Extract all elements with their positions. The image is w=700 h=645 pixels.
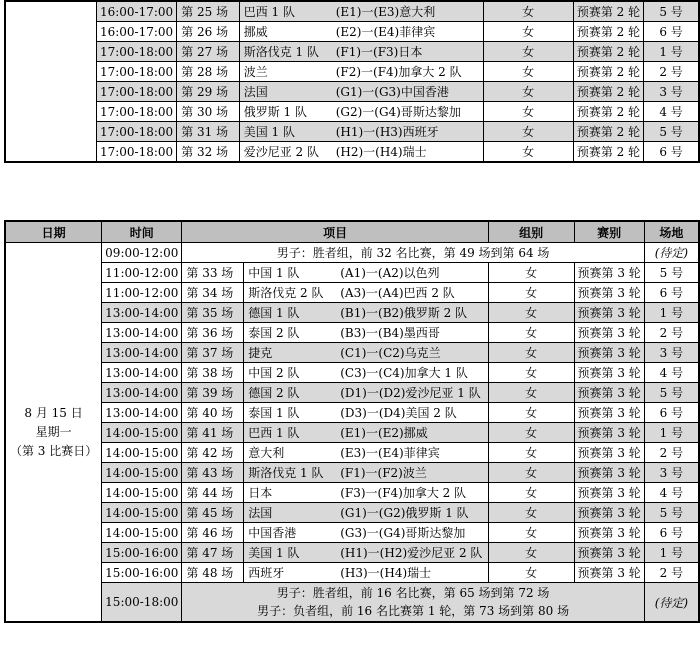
team-name: 波兰	[243, 65, 268, 79]
gender-cell: 女	[488, 443, 574, 463]
gender-cell: 女	[488, 423, 574, 443]
team-name: 西班牙	[248, 566, 285, 580]
gender-cell: 女	[483, 42, 573, 62]
table-row	[5, 102, 699, 122]
venue-cell: 2 号	[644, 443, 699, 463]
pairing-text: (C3)一(C4)加拿大 1 队	[340, 366, 468, 380]
stage-cell: 预赛第 2 轮	[573, 62, 643, 82]
table-row	[5, 443, 699, 463]
team-name: 日本	[248, 486, 273, 500]
time-cell: 13:00-14:00	[102, 323, 182, 343]
pairing-text: (A1)一(A2)以色列	[340, 266, 440, 280]
pairing-text: (E1)一(E2)挪威	[340, 426, 428, 440]
time-cell: 11:00-12:00	[102, 263, 182, 283]
team-name: 斯洛伐克 1 队	[248, 466, 324, 480]
team-name: 意大利	[248, 446, 285, 460]
table-row	[5, 423, 699, 443]
header-group: 组别	[488, 221, 574, 243]
stage-cell: 预赛第 2 轮	[573, 22, 643, 42]
gender-cell: 女	[488, 383, 574, 403]
pairing-text: (D3)一(D4)美国 2 队	[340, 406, 457, 420]
team-name: 法国	[248, 506, 273, 520]
matchup-cell	[239, 142, 483, 163]
table-row	[5, 323, 699, 343]
stage-cell: 预赛第 2 轮	[573, 142, 643, 163]
time-cell: 16:00-17:00	[96, 1, 176, 22]
matchup-cell	[244, 383, 489, 403]
gender-cell: 女	[483, 122, 573, 142]
matchup-cell	[244, 443, 489, 463]
match-number-cell: 第 44 场	[182, 483, 244, 503]
match-number-cell: 第 46 场	[182, 523, 244, 543]
venue-cell: 2 号	[644, 323, 699, 343]
match-number-cell: 第 26 场	[177, 22, 240, 42]
stage-cell: 预赛第 3 轮	[574, 483, 644, 503]
venue-cell: 6 号	[644, 142, 699, 163]
gender-cell: 女	[488, 303, 574, 323]
match-number-cell: 第 33 场	[182, 263, 244, 283]
team-name: 泰国 1 队	[248, 406, 300, 420]
time-cell: 13:00-14:00	[102, 303, 182, 323]
pairing-text: (F1)一(F2)波兰	[340, 466, 427, 480]
gender-cell: 女	[483, 82, 573, 102]
team-name: 美国 1 队	[248, 546, 300, 560]
time-cell: 17:00-18:00	[96, 42, 176, 62]
gender-cell: 女	[483, 1, 573, 22]
venue-cell: 3 号	[644, 343, 699, 363]
table-row	[5, 263, 699, 283]
stage-cell: 预赛第 3 轮	[574, 383, 644, 403]
matchup-cell	[244, 363, 489, 383]
note-line: 男子：负者组，前 16 名比赛第 1 轮，第 73 场到第 80 场	[257, 604, 570, 618]
match-number-cell: 第 34 场	[182, 283, 244, 303]
time-cell: 14:00-15:00	[102, 483, 182, 503]
venue-cell: 5 号	[644, 1, 699, 22]
table-row	[5, 583, 699, 623]
team-name: 中国 1 队	[248, 266, 300, 280]
table-row	[5, 303, 699, 323]
team-name: 爱沙尼亚 2 队	[243, 145, 319, 159]
time-cell: 17:00-18:00	[96, 82, 176, 102]
gender-cell: 女	[488, 523, 574, 543]
venue-cell: 5 号	[644, 503, 699, 523]
team-name: 巴西 1 队	[248, 426, 300, 440]
schedule-table-continued	[4, 0, 700, 163]
team-name: 德国 2 队	[248, 386, 300, 400]
team-name: 中国香港	[248, 526, 297, 540]
matchup-cell	[244, 263, 489, 283]
header-date: 日期	[5, 221, 102, 243]
gender-cell: 女	[483, 142, 573, 163]
note-line: 男子：胜者组，前 16 名比赛，第 65 场到第 72 场	[276, 586, 550, 600]
team-name: 德国 1 队	[248, 306, 300, 320]
team-name: 巴西 1 队	[243, 5, 295, 19]
table-row	[5, 283, 699, 303]
matchup-cell	[244, 483, 489, 503]
venue-cell: 1 号	[644, 42, 699, 62]
stage-cell: 预赛第 3 轮	[574, 523, 644, 543]
pairing-text: (H1)一(H3)西班牙	[335, 125, 439, 139]
stage-cell: 预赛第 3 轮	[574, 543, 644, 563]
venue-cell: 6 号	[644, 283, 699, 303]
time-cell: 14:00-15:00	[102, 463, 182, 483]
matchup-cell	[239, 22, 483, 42]
venue-cell: (待定)	[644, 583, 699, 623]
match-number-cell: 第 39 场	[182, 383, 244, 403]
schedule-table-day3	[4, 220, 700, 623]
match-number-cell: 第 31 场	[177, 122, 240, 142]
match-number-cell: 第 41 场	[182, 423, 244, 443]
matchup-cell	[244, 323, 489, 343]
pairing-text: (C1)一(C2)乌克兰	[340, 346, 441, 360]
venue-cell: 6 号	[644, 523, 699, 543]
gender-cell: 女	[488, 563, 574, 583]
time-cell: 17:00-18:00	[96, 122, 176, 142]
stage-cell: 预赛第 3 轮	[574, 443, 644, 463]
time-cell: 16:00-17:00	[96, 22, 176, 42]
matchup-cell	[239, 82, 483, 102]
gender-cell: 女	[488, 283, 574, 303]
stage-cell: 预赛第 3 轮	[574, 303, 644, 323]
time-cell: 14:00-15:00	[102, 423, 182, 443]
match-number-cell: 第 38 场	[182, 363, 244, 383]
gender-cell: 女	[483, 22, 573, 42]
stage-cell: 预赛第 3 轮	[574, 363, 644, 383]
venue-cell: 6 号	[644, 22, 699, 42]
table-row	[5, 543, 699, 563]
table-row	[5, 122, 699, 142]
stage-cell: 预赛第 2 轮	[573, 1, 643, 22]
time-cell: 11:00-12:00	[102, 283, 182, 303]
stage-cell: 预赛第 3 轮	[574, 403, 644, 423]
time-cell: 14:00-15:00	[102, 523, 182, 543]
team-name: 美国 1 队	[243, 125, 295, 139]
header-stage: 赛别	[574, 221, 644, 243]
matchup-cell	[239, 102, 483, 122]
table-row	[5, 142, 699, 163]
matchup-cell	[244, 563, 489, 583]
table-row	[5, 42, 699, 62]
pairing-text: (F1)一(F3)日本	[335, 45, 423, 59]
gender-cell: 女	[483, 62, 573, 82]
time-cell: 17:00-18:00	[96, 62, 176, 82]
match-number-cell: 第 27 场	[177, 42, 240, 62]
venue-cell: 1 号	[644, 423, 699, 443]
pairing-text: (E1)一(E3)意大利	[335, 5, 436, 19]
note-cell: 男子：胜者组，前 32 名比赛，第 49 场到第 64 场	[182, 243, 644, 263]
stage-cell: 预赛第 3 轮	[574, 283, 644, 303]
gender-cell: 女	[488, 503, 574, 523]
pairing-text: (D1)一(D2)爱沙尼亚 1 队	[340, 386, 481, 400]
match-number-cell: 第 43 场	[182, 463, 244, 483]
time-cell: 17:00-18:00	[96, 142, 176, 163]
weekday-line: 星期一	[35, 424, 72, 439]
stage-cell: 预赛第 3 轮	[574, 423, 644, 443]
gender-cell: 女	[488, 403, 574, 423]
time-cell: 13:00-14:00	[102, 363, 182, 383]
team-name: 斯洛伐克 2 队	[248, 286, 324, 300]
venue-cell: 1 号	[644, 543, 699, 563]
pairing-text: (A3)一(A4)巴西 2 队	[340, 286, 455, 300]
pairing-text: (B1)一(B2)俄罗斯 2 队	[340, 306, 468, 320]
table-row	[5, 243, 699, 263]
stage-cell: 预赛第 2 轮	[573, 42, 643, 62]
match-number-cell: 第 25 场	[177, 1, 240, 22]
table-row	[5, 563, 699, 583]
table-row	[5, 523, 699, 543]
matchup-cell	[244, 463, 489, 483]
match-number-cell: 第 30 场	[177, 102, 240, 122]
stage-cell: 预赛第 3 轮	[574, 463, 644, 483]
match-number-cell: 第 47 场	[182, 543, 244, 563]
matchup-cell	[244, 283, 489, 303]
pairing-text: (F3)一(F4)加拿大 2 队	[340, 486, 467, 500]
time-cell: 13:00-14:00	[102, 343, 182, 363]
matchup-cell	[244, 303, 489, 323]
gender-cell: 女	[488, 543, 574, 563]
time-cell: 15:00-18:00	[102, 583, 182, 623]
venue-cell: 3 号	[644, 82, 699, 102]
table-row	[5, 403, 699, 423]
time-cell: 14:00-15:00	[102, 503, 182, 523]
match-number-cell: 第 36 场	[182, 323, 244, 343]
pairing-text: (G2)一(G4)哥斯达黎加	[335, 105, 461, 119]
stage-cell: 预赛第 3 轮	[574, 563, 644, 583]
team-name: 法国	[243, 85, 268, 99]
match-number-cell: 第 29 场	[177, 82, 240, 102]
venue-cell: 5 号	[644, 383, 699, 403]
match-number-cell: 第 40 场	[182, 403, 244, 423]
pairing-text: (F2)一(F4)加拿大 2 队	[335, 65, 462, 79]
time-cell: 13:00-14:00	[102, 403, 182, 423]
matchup-cell	[244, 543, 489, 563]
table-row	[5, 463, 699, 483]
table-row	[5, 22, 699, 42]
gender-cell: 女	[488, 343, 574, 363]
match-number-cell: 第 35 场	[182, 303, 244, 323]
matchup-cell	[239, 122, 483, 142]
gender-cell: 女	[488, 363, 574, 383]
time-cell: 13:00-14:00	[102, 383, 182, 403]
pairing-text: (E3)一(E4)菲律宾	[340, 446, 440, 460]
pairing-text: (H1)一(H2)爱沙尼亚 2 队	[340, 546, 483, 560]
team-name: 中国 2 队	[248, 366, 300, 380]
match-number-cell: 第 42 场	[182, 443, 244, 463]
table-row	[5, 383, 699, 403]
date-cell	[5, 243, 102, 623]
matchup-cell	[244, 403, 489, 423]
gender-cell: 女	[488, 463, 574, 483]
match-number-cell: 第 45 场	[182, 503, 244, 523]
pairing-text: (G3)一(G4)哥斯达黎加	[340, 526, 466, 540]
table-row	[5, 483, 699, 503]
gender-cell: 女	[488, 323, 574, 343]
matchup-cell	[244, 503, 489, 523]
date-line: 8 月 15 日	[24, 405, 83, 420]
day-number-line: （第 3 比赛日）	[9, 443, 98, 458]
venue-cell: (待定)	[644, 243, 699, 263]
gender-cell: 女	[483, 102, 573, 122]
venue-cell: 6 号	[644, 403, 699, 423]
pairing-text: (E2)一(E4)菲律宾	[335, 25, 436, 39]
stage-cell: 预赛第 2 轮	[573, 122, 643, 142]
header-item: 项目	[182, 221, 488, 243]
team-name: 捷克	[248, 346, 273, 360]
table-row	[5, 1, 699, 22]
match-number-cell: 第 28 场	[177, 62, 240, 82]
match-number-cell: 第 48 场	[182, 563, 244, 583]
table-row	[5, 343, 699, 363]
note-cell	[182, 583, 644, 623]
venue-cell: 4 号	[644, 483, 699, 503]
pairing-text: (H3)一(H4)瑞士	[340, 566, 432, 580]
gender-cell: 女	[488, 483, 574, 503]
header-venue: 场地	[644, 221, 699, 243]
time-cell: 15:00-16:00	[102, 543, 182, 563]
date-cell-blank	[5, 1, 96, 162]
venue-cell: 4 号	[644, 363, 699, 383]
header-row	[5, 221, 699, 243]
stage-cell: 预赛第 3 轮	[574, 323, 644, 343]
time-cell: 17:00-18:00	[96, 102, 176, 122]
match-number-cell: 第 37 场	[182, 343, 244, 363]
time-cell: 09:00-12:00	[102, 243, 182, 263]
pairing-text: (B3)一(B4)墨西哥	[340, 326, 440, 340]
matchup-cell	[244, 523, 489, 543]
team-name: 挪威	[243, 25, 268, 39]
matchup-cell	[239, 62, 483, 82]
table-row	[5, 503, 699, 523]
header-time: 时间	[102, 221, 182, 243]
pairing-text: (G1)一(G3)中国香港	[335, 85, 449, 99]
time-cell: 15:00-16:00	[102, 563, 182, 583]
venue-cell: 4 号	[644, 102, 699, 122]
gender-cell: 女	[488, 263, 574, 283]
pairing-text: (H2)一(H4)瑞士	[335, 145, 427, 159]
venue-cell: 3 号	[644, 463, 699, 483]
team-name: 俄罗斯 1 队	[243, 105, 307, 119]
table-row	[5, 62, 699, 82]
stage-cell: 预赛第 2 轮	[573, 102, 643, 122]
venue-cell: 2 号	[644, 62, 699, 82]
matchup-cell	[239, 42, 483, 62]
table-row	[5, 82, 699, 102]
venue-cell: 2 号	[644, 563, 699, 583]
venue-cell: 1 号	[644, 303, 699, 323]
venue-cell: 5 号	[644, 263, 699, 283]
team-name: 斯洛伐克 1 队	[243, 45, 319, 59]
time-cell: 14:00-15:00	[102, 443, 182, 463]
stage-cell: 预赛第 3 轮	[574, 503, 644, 523]
matchup-cell	[244, 343, 489, 363]
table-row	[5, 363, 699, 383]
team-name: 泰国 2 队	[248, 326, 300, 340]
matchup-cell	[244, 423, 489, 443]
stage-cell: 预赛第 2 轮	[573, 82, 643, 102]
venue-cell: 5 号	[644, 122, 699, 142]
matchup-cell	[239, 1, 483, 22]
pairing-text: (G1)一(G2)俄罗斯 1 队	[340, 506, 469, 520]
stage-cell: 预赛第 3 轮	[574, 263, 644, 283]
match-number-cell: 第 32 场	[177, 142, 240, 163]
stage-cell: 预赛第 3 轮	[574, 343, 644, 363]
